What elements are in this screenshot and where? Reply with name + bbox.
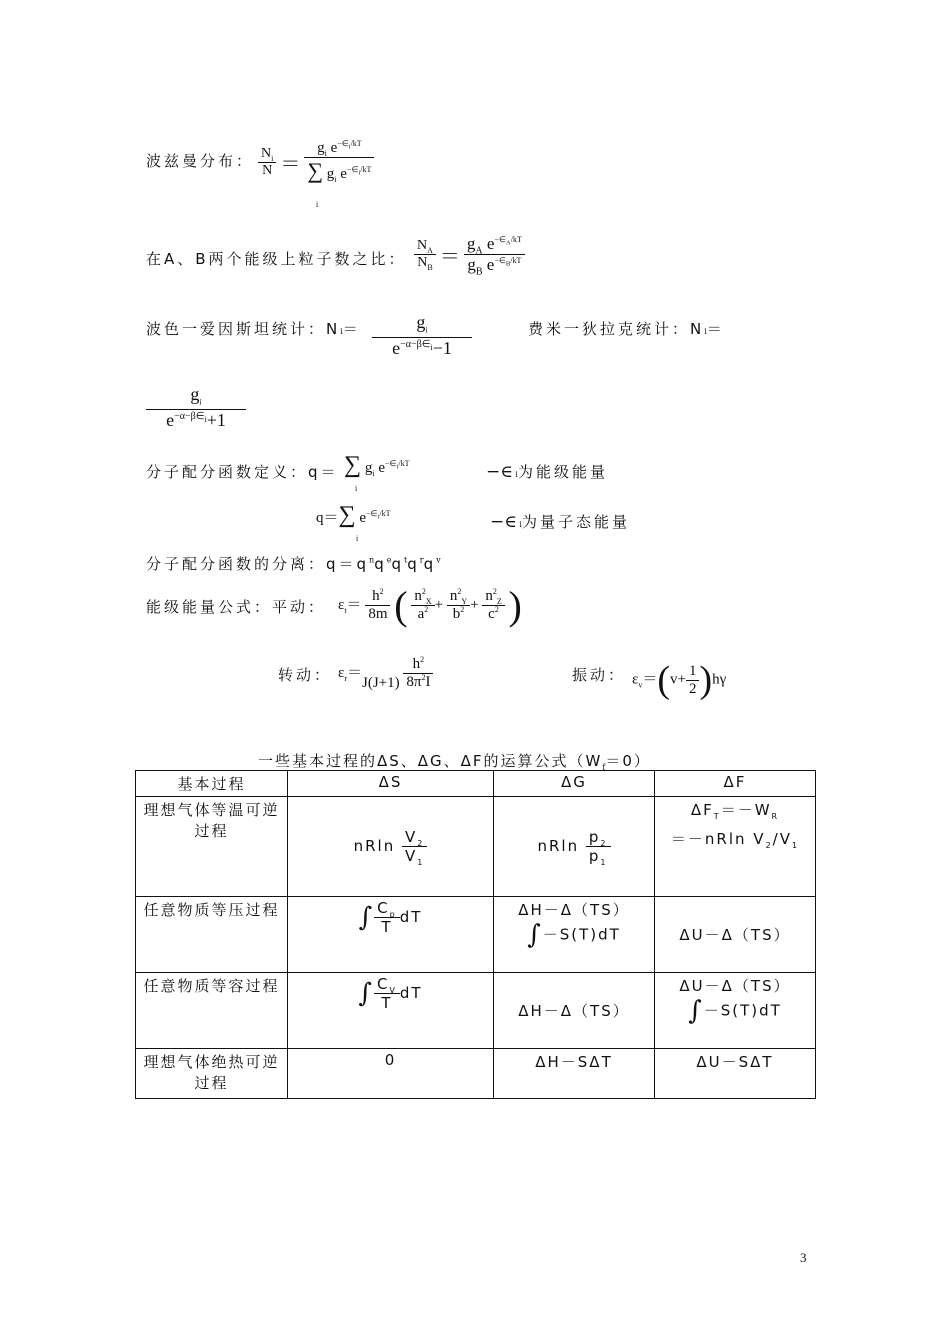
vibration-line	[572, 664, 626, 685]
rotation-formula: $\varepsilon_r=J(J+1)$ $\frac{h^2}{8\pi^2I}$	[338, 656, 433, 692]
header-process: 基本过程	[136, 771, 288, 797]
boltzmann-formula: $\frac{N_i}{N}$ ＝ $\frac{g_i e^{-\in_i/kT}}{\sum g_i e^{-\in_i/kT}}$ i	[258, 140, 374, 184]
boltzmann-label: 波兹曼分布：	[146, 152, 255, 170]
fermi-line: 费米一狄拉克统计：Ni＝	[528, 320, 725, 338]
energy-line	[146, 596, 326, 617]
table-caption: 一些基本过程的ΔS、ΔG、ΔF的运算公式$(W_f=0)$	[258, 752, 651, 773]
partition-note-2: −∈ i为量子态能量	[490, 512, 630, 532]
table-row	[136, 897, 816, 973]
df-cell: ΔU－SΔT	[655, 1049, 816, 1099]
bose-label: 波色一爱因斯坦统计：N	[146, 320, 341, 338]
ds-cell: nRln $\frac{V_2}{V_1}$	[288, 797, 494, 897]
ds-cell: 0	[288, 1049, 494, 1099]
partition-note-1: −∈ i为能级能量	[486, 462, 608, 482]
table-header-row	[136, 771, 816, 797]
process-cell: 理想气体等温可逆过程	[136, 797, 288, 897]
fermi-formula: $\frac{g_i}{e^{-\alpha-\beta\in_i}+1}$	[146, 384, 246, 431]
bose-line: 波色一爱因斯坦统计：Ni＝	[146, 320, 361, 338]
process-cell: 任意物质等压过程	[136, 897, 288, 973]
separation-line: 分子配分函数的分离：$q=q^nq^eq^tq^rq^v$	[146, 555, 441, 573]
partition-formula-1: ∑ $g_i$ $e^{-\in_i/kT}$ i	[344, 452, 410, 493]
table-row	[136, 973, 816, 1049]
df-cell: ΔU－Δ（TS） ∫－S(T)dT	[655, 973, 816, 1049]
ds-cell: ∫ $\frac{C_V}{T}$ dT	[288, 973, 494, 1049]
page-number: 3	[800, 1250, 807, 1265]
dg-cell: nRln $\frac{p_2}{p_1}$	[494, 797, 655, 897]
dg-cell: ΔH－SΔT	[494, 1049, 655, 1099]
ratio-label: 在A、B两个能级上粒子数之比：	[146, 250, 407, 268]
process-cell: 理想气体绝热可逆过程	[136, 1049, 288, 1099]
ratio-formula: $\frac{N_A}{N_B}$ ＝ $\frac{g_A e^{-\in_A/kT}}{g_B e^{-\in_B/kT}}$	[414, 234, 525, 275]
ratio-line	[146, 248, 407, 269]
df-cell: ΔU－Δ（TS）	[655, 897, 816, 973]
formula-table	[135, 770, 816, 1099]
header-df: ΔF	[655, 771, 816, 797]
rotation-line	[278, 664, 332, 685]
fermi-label: 费米一狄拉克统计：N	[528, 320, 705, 338]
bose-formula: $\frac{g_i}{e^{-\alpha-\beta\in_i}-1}$	[372, 312, 472, 359]
df-cell: $\Delta F_T=-W_R$ ＝－nRln $V_2/V_1$	[655, 797, 816, 897]
vibration-label: 振动：	[572, 666, 627, 684]
vibration-formula: $\varepsilon_v=(v+$ $\frac{1}{2}$ )hγ	[632, 659, 727, 701]
ds-cell: ∫ $\frac{C_p}{T}$ dT	[288, 897, 494, 973]
dg-cell: ΔH－Δ（TS）	[494, 973, 655, 1049]
table-row	[136, 1049, 816, 1099]
dg-cell: ΔH－Δ（TS） ∫－S(T)dT	[494, 897, 655, 973]
partition-line	[146, 461, 339, 482]
header-dg: ΔG	[494, 771, 655, 797]
rotation-label: 转动：	[278, 666, 333, 684]
translation-formula: $\varepsilon_t=$ $\frac{h^2}{8m}$ ( $\frac{n^2_X}{a^2}$ + $\frac{n^2_Y}{b^2}$ + $\frac{n^2_Z}{c^2}$ )	[338, 583, 522, 628]
separation-label: 分子配分函数的分离：q＝q	[146, 555, 370, 573]
partition-formula-2: q＝∑ $e^{-\in_i/kT}$ i	[316, 502, 391, 543]
partition-label: 分子配分函数定义：q＝	[146, 463, 339, 481]
boltzmann-line	[146, 150, 254, 171]
table-row	[136, 797, 816, 897]
energy-label: 能级能量公式：平动：	[146, 598, 327, 616]
process-cell: 任意物质等容过程	[136, 973, 288, 1049]
header-ds: ΔS	[288, 771, 494, 797]
